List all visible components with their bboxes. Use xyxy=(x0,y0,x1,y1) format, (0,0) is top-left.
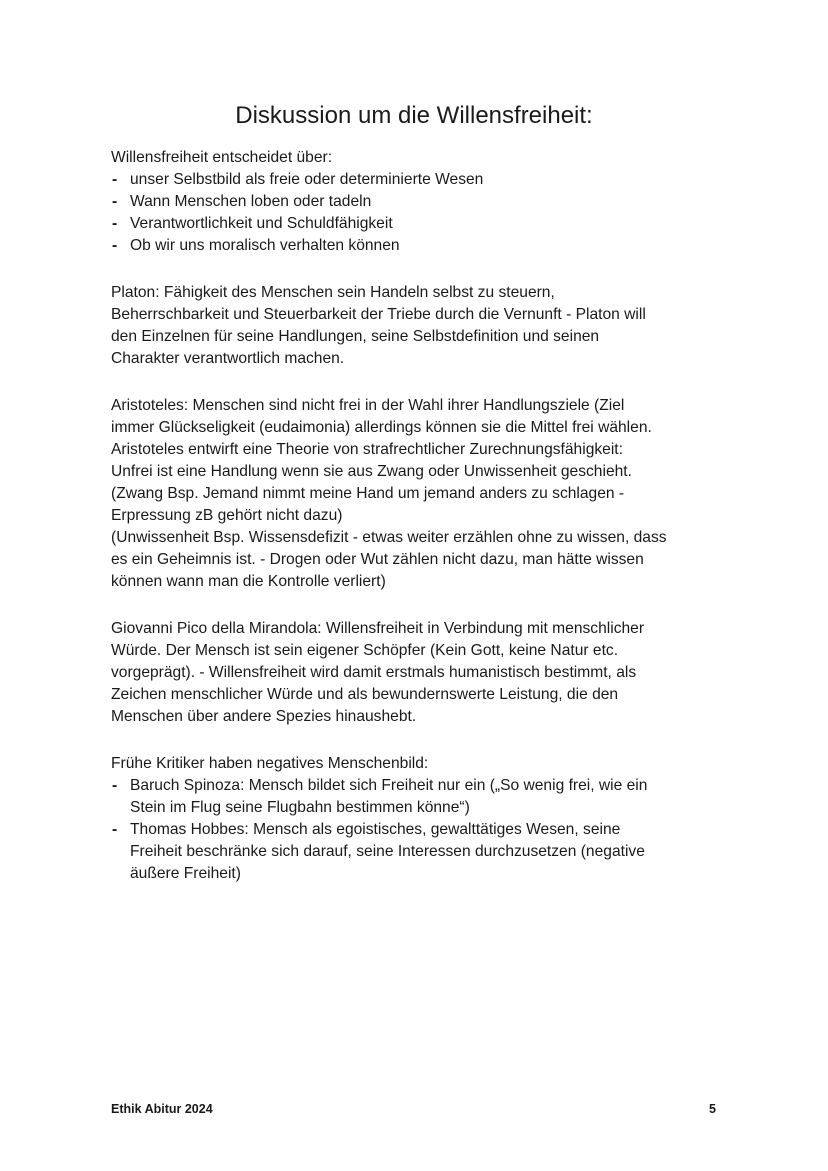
document-body xyxy=(111,147,731,885)
text-line: Beherrschbarkeit und Steuerbarkeit der Triebe durch die Vernunft - Platon will xyxy=(111,306,646,323)
text-line: Aristoteles entwirft eine Theorie von strafrechtlicher Zurechnungsfähigkeit: xyxy=(111,441,623,458)
list-item xyxy=(111,191,731,213)
kritiker-lead: Frühe Kritiker haben negatives Menschenbild: xyxy=(111,755,429,772)
text-line: immer Glückseligkeit (eudaimonia) allerdings können sie die Mittel frei wählen. xyxy=(111,419,652,436)
aristoteles-paragraph xyxy=(111,395,731,593)
text-line: Zeichen menschlicher Würde und als bewundernswerte Leistung, die den xyxy=(111,686,619,703)
text-line: Menschen über andere Spezies hinaushebt. xyxy=(111,708,417,725)
text-line: Freiheit beschränke sich darauf, seine Interessen durchzusetzen (negative xyxy=(130,843,645,860)
text-line: Würde. Der Mensch ist sein eigener Schöpfer (Kein Gott, keine Natur etc. xyxy=(111,642,619,659)
list-item-text: Verantwortlichkeit und Schuldfähigkeit xyxy=(130,215,393,232)
text-line: (Zwang Bsp. Jemand nimmt meine Hand um jemand anders zu schlagen - xyxy=(111,485,625,502)
text-line: Charakter verantwortlich machen. xyxy=(111,350,345,367)
page-number: 5 xyxy=(709,1102,716,1116)
text-line: äußere Freiheit) xyxy=(130,865,241,882)
text-line: Giovanni Pico della Mirandola: Willensfreiheit in Verbindung mit menschlicher xyxy=(111,620,645,637)
text-line: können wann man die Kontrolle verliert) xyxy=(111,573,386,590)
dash-bullet-icon: - xyxy=(112,193,118,210)
dash-bullet-icon: - xyxy=(112,215,118,232)
list-item xyxy=(111,775,731,819)
intro-lead: Willensfreiheit entscheidet über: xyxy=(111,149,333,166)
list-item-text: Wann Menschen loben oder tadeln xyxy=(130,193,372,210)
platon-paragraph xyxy=(111,282,731,370)
dash-bullet-icon: - xyxy=(112,237,118,254)
text-line: Baruch Spinoza: Mensch bildet sich Freiheit nur ein („So wenig frei, wie ein xyxy=(130,777,648,794)
text-line: den Einzelnen für seine Handlungen, seine Selbstdefinition und seinen xyxy=(111,328,600,345)
dash-bullet-icon: - xyxy=(112,171,118,188)
text-line: Erpressung zB gehört nicht dazu) xyxy=(111,507,343,524)
kritiker-section xyxy=(111,753,731,885)
text-line: Unfrei ist eine Handlung wenn sie aus Zwang oder Unwissenheit geschieht. xyxy=(111,463,632,480)
list-item-text: unser Selbstbild als freie oder determinierte Wesen xyxy=(130,171,484,188)
text-line: Platon: Fähigkeit des Menschen sein Handeln selbst zu steuern, xyxy=(111,284,555,301)
list-item xyxy=(111,213,731,235)
text-line: (Unwissenheit Bsp. Wissensdefizit - etwas weiter erzählen ohne zu wissen, dass xyxy=(111,529,667,546)
footer-title: Ethik Abitur 2024 xyxy=(111,1102,213,1116)
text-line: vorgeprägt). - Willensfreiheit wird damit erstmals humanistisch bestimmt, als xyxy=(111,664,637,681)
text-line: es ein Geheimnis ist. - Drogen oder Wut zählen nicht dazu, man hätte wissen xyxy=(111,551,644,568)
list-item xyxy=(111,169,731,191)
text-line: Stein im Flug seine Flugbahn bestimmen könne“) xyxy=(130,799,470,816)
intro-section xyxy=(111,147,731,257)
pico-paragraph xyxy=(111,618,731,728)
text-line: Thomas Hobbes: Mensch als egoistisches, gewalttätiges Wesen, seine xyxy=(130,821,621,838)
dash-bullet-icon: - xyxy=(112,821,118,838)
list-item-text: Ob wir uns moralisch verhalten können xyxy=(130,237,400,254)
list-item xyxy=(111,819,731,885)
text-line: Aristoteles: Menschen sind nicht frei in der Wahl ihrer Handlungsziele (Ziel xyxy=(111,397,625,414)
dash-bullet-icon: - xyxy=(112,777,118,794)
page-title: Diskussion um die Willensfreiheit: xyxy=(235,102,593,129)
list-item xyxy=(111,235,731,257)
